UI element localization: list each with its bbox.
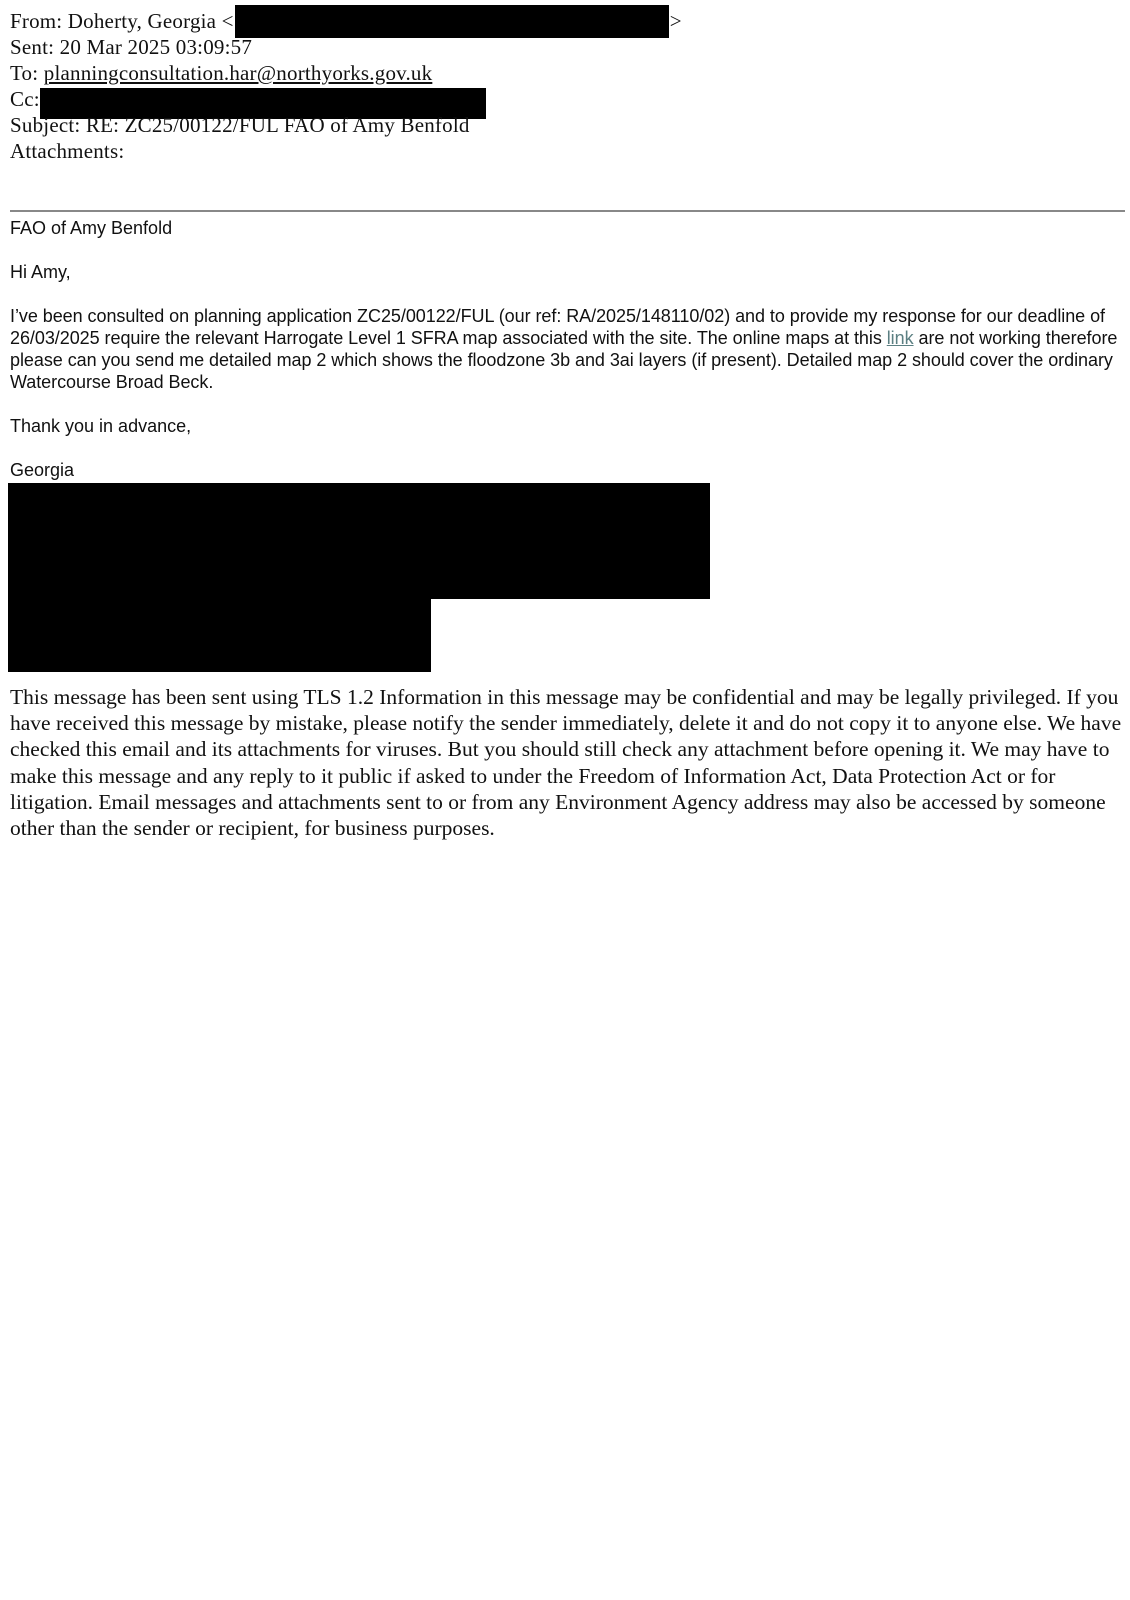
redacted-signature-block-lower (8, 598, 431, 672)
email-header (10, 8, 682, 164)
subject-label: Subject: (10, 113, 81, 137)
body-paragraph (10, 305, 1120, 393)
sent-line (10, 34, 682, 60)
cc-label: Cc: (10, 87, 40, 111)
body-paragraph-part1: I’ve been consulted on planning application ZC25/00122/FUL (our ref: RA/2025/148110/02) and to provide my response for our deadline of 26/03/2025 require the relevant Harrogate Level 1 SFRA map associated with the site. The online maps at this (10, 306, 1106, 348)
body-paragraph-part2: are not working therefore please can you send me detailed map 2 which shows the floodzone 3b and 3ai layers (if present). Detailed map 2 should cover the ordinary Watercourse Broad Beck. (10, 328, 1118, 392)
signoff: Georgia (10, 460, 75, 480)
from-line (10, 8, 682, 34)
to-label: To: (10, 61, 39, 85)
from-name: Doherty, Georgia < (67, 9, 234, 33)
from-close-bracket: > (669, 9, 682, 33)
header-divider (10, 210, 1125, 212)
maps-link[interactable]: link (886, 328, 914, 348)
sent-label: Sent: (10, 35, 55, 59)
email-disclaimer: This message has been sent using TLS 1.2 Information in this message may be confidential and may be legally privileged. If you have received this message by mistake, please notify the sender immediately, delete it and do not copy it to anyone else. We have checked this email and its attachments for viruses. But you should still check any attachment before opening it. We may have to make this message and any reply to it public if asked to under the Freedom of Information Act, Data Protection Act or for litigation. Email messages and attachments sent to or from any Environment Agency address may also be accessed by someone other than the sender or recipient, for business purposes. (10, 685, 1122, 841)
cc-line (10, 86, 682, 112)
to-line (10, 60, 682, 86)
attachments-line (10, 138, 682, 164)
sent-value: 20 Mar 2025 03:09:57 (59, 35, 253, 59)
from-label: From: (10, 9, 63, 33)
to-address[interactable]: planningconsultation.har@northyorks.gov.uk (43, 61, 433, 85)
attachments-label: Attachments: (10, 139, 125, 163)
redacted-signature-block (8, 483, 710, 599)
subject-line (10, 112, 682, 138)
email-body (10, 217, 1120, 503)
subject-value: RE: ZC25/00122/FUL FAO of Amy Benfold (85, 113, 470, 137)
fao-line: FAO of Amy Benfold (10, 218, 173, 238)
greeting: Hi Amy, (10, 262, 71, 282)
thanks-line: Thank you in advance, (10, 416, 192, 436)
